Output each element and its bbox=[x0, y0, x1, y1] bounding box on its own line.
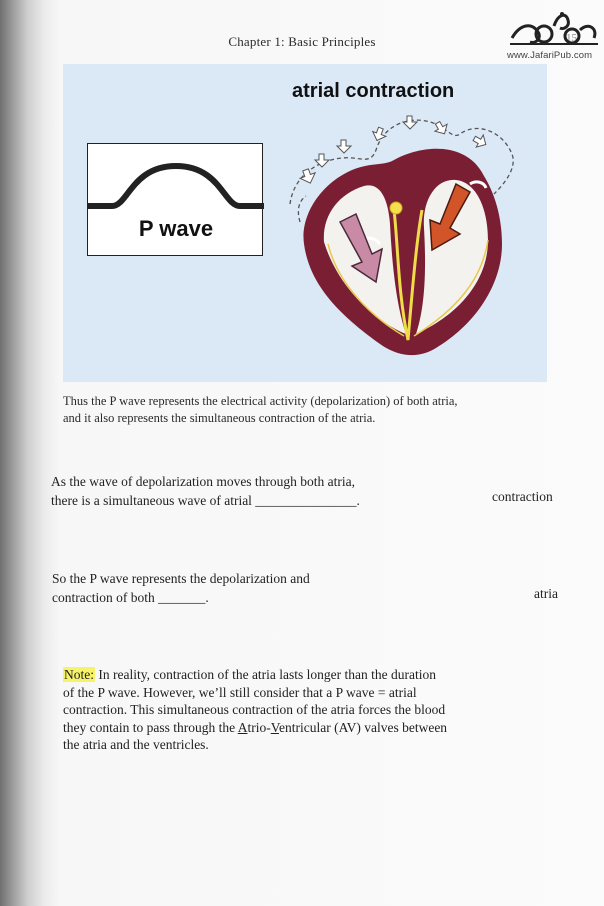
question-line: there is a simultaneous wave of atrial _______________. bbox=[51, 493, 360, 508]
page-number: 15 bbox=[566, 32, 577, 44]
answer-1: contraction bbox=[492, 489, 553, 504]
note-line: they contain to pass through the Atrio-Ventricular (AV) valves between bbox=[63, 719, 448, 735]
heart-illustration bbox=[280, 104, 550, 366]
answer-2: atria bbox=[534, 586, 558, 601]
caption-line: and it also represents the simultaneous contraction of the atria. bbox=[63, 411, 376, 425]
note-line: Note: In reality, contraction of the atria lasts longer than the duration bbox=[64, 667, 437, 682]
pwave-box bbox=[87, 143, 263, 256]
note-line: contraction. This simultaneous contraction of the atria forces the blood bbox=[63, 702, 446, 717]
publisher-url: www.JafariPub.com bbox=[507, 50, 593, 61]
caption-line: Thus the P wave represents the electrical activity (depolarization) of both atria, bbox=[63, 394, 458, 408]
question-line: As the wave of depolarization moves through both atria, bbox=[51, 474, 356, 489]
note-paragraph bbox=[63, 666, 533, 754]
question-line: contraction of both _______. bbox=[52, 590, 209, 605]
note-line: of the P wave. However, we’ll still consider that a P wave = atrial bbox=[63, 684, 417, 700]
note-line: the atria and the ventricles. bbox=[63, 737, 209, 752]
figure-caption bbox=[63, 393, 543, 427]
pwave-label: P wave bbox=[138, 216, 214, 241]
sa-node bbox=[390, 202, 402, 214]
question-line: So the P wave represents the depolarization and bbox=[52, 571, 310, 586]
figure-title: atrial contraction bbox=[292, 80, 455, 102]
chapter-header: Chapter 1: Basic Principles bbox=[228, 34, 376, 49]
question-1 bbox=[51, 472, 481, 510]
question-2 bbox=[52, 569, 472, 607]
note-label: Note: bbox=[64, 667, 94, 682]
